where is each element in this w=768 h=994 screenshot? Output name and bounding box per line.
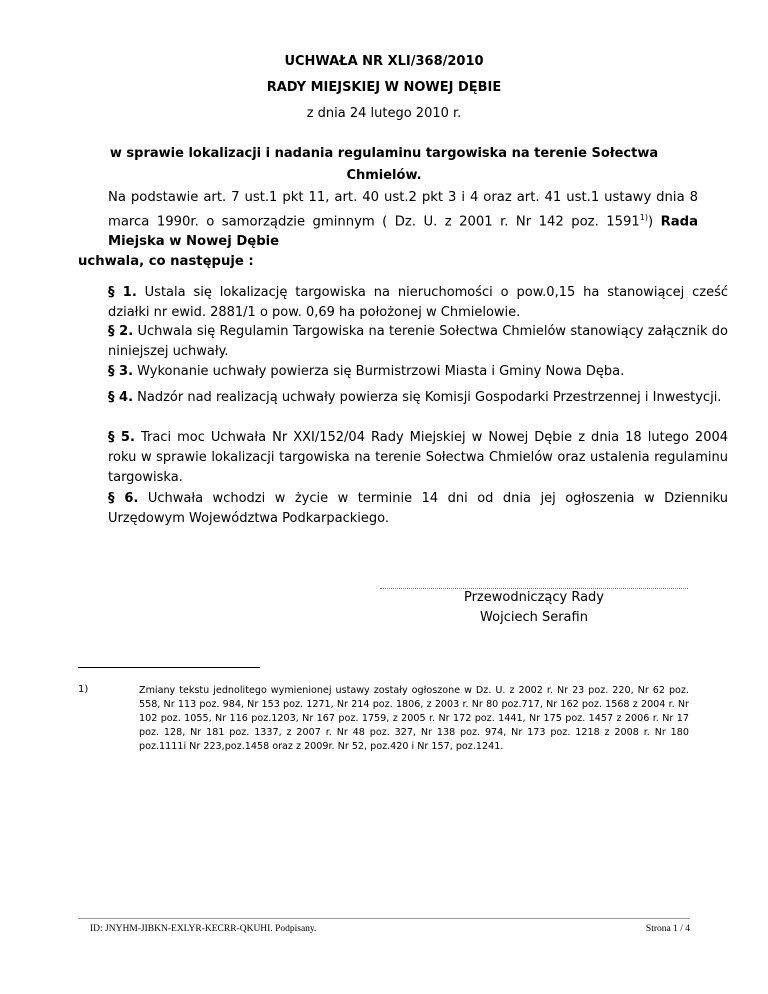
- footnote-text: Zmiany tekstu jednolitego wymienionej ustawy zostały ogłoszone w Dz. U. z 2002 r. Nr 23 poz. 220, Nr 62 poz. 558, Nr 113 poz. 984, Nr 153 poz. 1271, Nr 214 poz. 1806, z 2003 r. Nr 80 poz.717, Nr 162 poz. 1568 z 2004 r. Nr 102 poz. 1055, Nr 116 poz.1203, Nr 167 poz. 1759, z 2005 r. Nr 172 poz. 1441, Nr 175 poz. 1457 z 2006 r. Nr 17 poz. 128, Nr 181 poz. 1337, z 2007 r. Nr 48 poz. 327, Nr 138 poz. 974, Nr 173 poz. 1218 z 2008 r. Nr 180 poz.1111i Nr 223,poz.1458 oraz z 2009r. Nr 52, poz.420 i Nr 157, poz.1241.: [139, 685, 689, 752]
- section-4: [78, 388, 728, 408]
- section-text: Uchwała wchodzi w życie w terminie 14 dni od dnia jej ogłoszenia w Dzienniku Urzędowym Województwa Podkarpackiego.: [108, 491, 729, 526]
- page-number: Strona 1 / 4: [645, 924, 690, 934]
- preamble-text: Na podstawie art. 7 ust.1 pkt 11, art. 40 ust.2 pkt 3 i 4 oraz art. 41 ust.1 ustawy dnia 8 marca 1990r. o samorządzie gminnym ( Dz. U. z 2001 r. Nr 142 poz. 1591: [108, 190, 698, 230]
- preamble-text-block: [78, 188, 698, 252]
- footnote-separator: [78, 667, 260, 668]
- preamble-close: ): [648, 214, 654, 230]
- section-number: § 3.: [108, 364, 134, 379]
- section-number: § 2.: [108, 324, 134, 339]
- section-text: Ustala się lokalizację targowiska na nieruchomości o pow.0,15 ha stanowiącej cześć działki nr ewid. 2881/1 o pow. 0,69 ha położonej w Chmielowie.: [108, 285, 728, 320]
- signature-name: Wojciech Serafin: [480, 610, 588, 625]
- preamble: [78, 188, 698, 272]
- preamble-resolves: uchwala, co następuje :: [78, 254, 254, 270]
- section-text: Traci moc Uchwała Nr XXI/152/04 Rady Miejskiej w Nowej Dębie z dnia 18 lutego 2004 roku w sprawie lokalizacji targowiska na terenie Sołectwa Chmielów oraz ustalenia regulaminu targowiska.: [108, 430, 729, 485]
- resolution-subject: w sprawie lokalizacji i nadania regulaminu targowiska na terenie Sołectwa Chmielów.: [109, 146, 659, 183]
- footnote-reference[interactable]: 1): [639, 213, 648, 222]
- section-number: § 6.: [108, 491, 139, 506]
- section-5: [78, 428, 728, 488]
- section-text: Nadzór nad realizacją uchwały powierza się Komisji Gospodarki Przestrzennej i Inwestycji.: [137, 390, 722, 405]
- footnote-mark: 1): [78, 684, 89, 695]
- section-number: § 1.: [108, 285, 137, 300]
- section-text: Wykonanie uchwały powierza się Burmistrzowi Miasta i Gminy Nowa Dęba.: [137, 364, 625, 379]
- resolution-number: UCHWAŁA NR XLI/368/2010: [284, 54, 484, 69]
- signature-line: [380, 588, 688, 589]
- council-name: RADY MIEJSKIEJ W NOWEJ DĘBIE: [266, 80, 502, 95]
- preamble-council: Rada Miejska w Nowej Dębie: [108, 214, 698, 250]
- signature-title: Przewodniczący Rady: [463, 590, 605, 605]
- section-3: [78, 362, 728, 382]
- section-number: § 4.: [108, 390, 134, 405]
- section-6: [78, 489, 728, 529]
- section-text: Uchwala się Regulamin Targowiska na terenie Sołectwa Chmielów stanowiący załącznik do niniejszej uchwały.: [108, 324, 729, 359]
- section-1: [78, 283, 728, 323]
- document-id: ID: JNYHM-JIBKN-EXLYR-KECRR-QKUHI. Podpisany.: [90, 924, 317, 934]
- footer-separator: [78, 918, 690, 919]
- section-number: § 5.: [108, 430, 135, 445]
- resolution-date: z dnia 24 lutego 2010 r.: [306, 106, 462, 121]
- section-2: [78, 322, 728, 362]
